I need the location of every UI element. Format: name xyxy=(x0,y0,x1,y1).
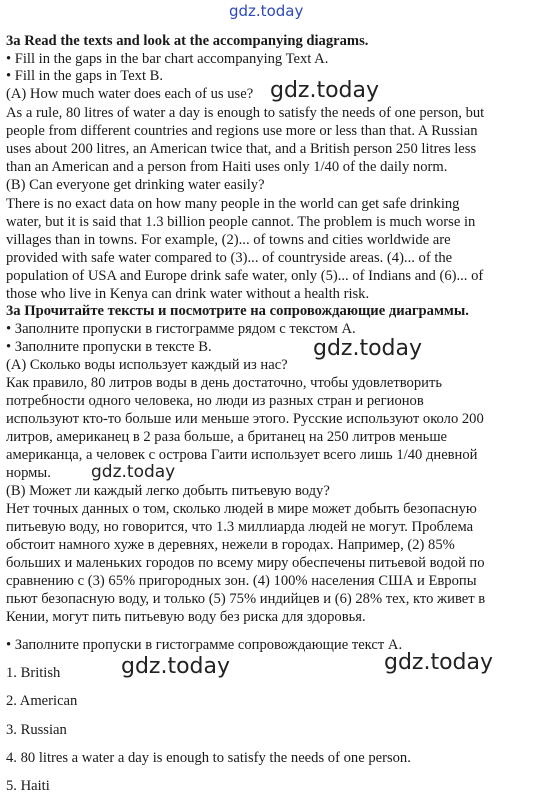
english-text-a-line: uses about 200 litres, an American twice that, and a British person 250 litres less xyxy=(6,141,477,157)
russian-text-a-line: потребности одного человека, но люди из разных стран и регионов xyxy=(6,393,424,409)
english-text-b-line: provided with safe water compared to (3)... of countryside areas. (4)... of the xyxy=(6,250,453,266)
english-heading: 3a Read the texts and look at the accompanying diagrams. xyxy=(6,33,369,49)
watermark: gdz.today xyxy=(229,2,304,20)
russian-heading: 3а Прочитайте тексты и посмотрите на сопровождающие диаграммы. xyxy=(6,303,469,319)
russian-text-a-line: Как правило, 80 литров воды в день достаточно, чтобы удовлетворить xyxy=(6,375,442,391)
english-text-b-line: villages than in towns. For example, (2)... of towns and cities worldwide are xyxy=(6,232,451,248)
russian-bullet-1: • Заполните пропуски в гистограмме рядом с текстом А. xyxy=(6,321,356,337)
russian-text-b-title: (В) Может ли каждый легко добыть питьевую воду? xyxy=(6,483,330,499)
english-bullet-2: • Fill in the gaps in Text B. xyxy=(6,68,164,84)
answers-intro: • Заполните пропуски в гистограмме сопровождающие текст А. xyxy=(6,637,403,653)
answer-item: 1. British xyxy=(6,665,61,681)
russian-text-b-line: пьют безопасную воду, и только (5) 75% индийцев и (6) 28% тех, кто живет в xyxy=(6,591,486,607)
english-text-b-line: There is no exact data on how many people in the world can get safe drinking xyxy=(6,196,460,212)
english-text-b-line: those who live in Kenya can drink water without a health risk. xyxy=(6,286,370,302)
watermark: gdz.today xyxy=(121,654,231,679)
russian-text-a-line: используют кто-то больше или меньше этого. Русские используют около 200 xyxy=(6,411,484,427)
watermark: gdz.today xyxy=(91,462,176,482)
english-text-a-line: As a rule, 80 litres of water a day is enough to satisfy the needs of one person, but xyxy=(6,105,485,121)
russian-text-a-line: американца, а человек с острова Гаити использует всего лишь 1/40 дневной xyxy=(6,447,478,463)
russian-text-a-line: нормы. xyxy=(6,465,51,481)
russian-text-b-line: Нет точных данных о том, сколько людей в мире может добыть безопасную xyxy=(6,501,477,517)
russian-text-b-line: обстоит намного хуже в деревнях, нежели в городах. Например, (2) 85% xyxy=(6,537,455,553)
answer-item: 3. Russian xyxy=(6,722,67,738)
answer-item: 5. Haiti xyxy=(6,778,50,794)
english-text-b-title: (B) Can everyone get drinking water easily? xyxy=(6,177,265,193)
russian-text-b-line: питьевую воду, но говорится, что 1.3 миллиарда людей не могут. Проблема xyxy=(6,519,474,535)
russian-text-b-line: сравнению с (3) 65% пригородных зон. (4) 100% населения США и Европы xyxy=(6,573,477,589)
russian-bullet-2: • Заполните пропуски в тексте В. xyxy=(6,339,212,355)
watermark: gdz.today xyxy=(313,336,423,361)
russian-text-a-title: (А) Сколько воды использует каждый из нас? xyxy=(6,357,288,373)
watermark: gdz.today xyxy=(384,650,494,675)
english-text-b-line: population of USA and Europe drink safe water, only (5)... of Indians and (6)... of xyxy=(6,268,484,284)
english-text-a-line: people from different countries and regions use more or less than that. A Russian xyxy=(6,123,478,139)
english-text-a-title: (A) How much water does each of us use? xyxy=(6,86,254,102)
russian-text-b-line: больших и маленьких городов по всему миру обеспечены питьевой водой по xyxy=(6,555,485,571)
watermark: gdz.today xyxy=(270,78,380,103)
english-text-b-line: water, but it is said that 1.3 billion people cannot. The problem is much worse in xyxy=(6,214,476,230)
english-bullet-1: • Fill in the gaps in the bar chart accompanying Text A. xyxy=(6,51,329,67)
english-text-a-line: than an American and a person from Haiti uses only 1/40 of the daily norm. xyxy=(6,159,448,175)
answer-item: 4. 80 litres a water a day is enough to satisfy the needs of one person. xyxy=(6,750,411,766)
russian-text-b-line: Кении, могут пить питьевую воду без риска для здоровья. xyxy=(6,609,366,625)
answer-item: 2. American xyxy=(6,693,78,709)
russian-text-a-line: литров, американец в 2 раза больше, а британец на 250 литров меньше xyxy=(6,429,448,445)
